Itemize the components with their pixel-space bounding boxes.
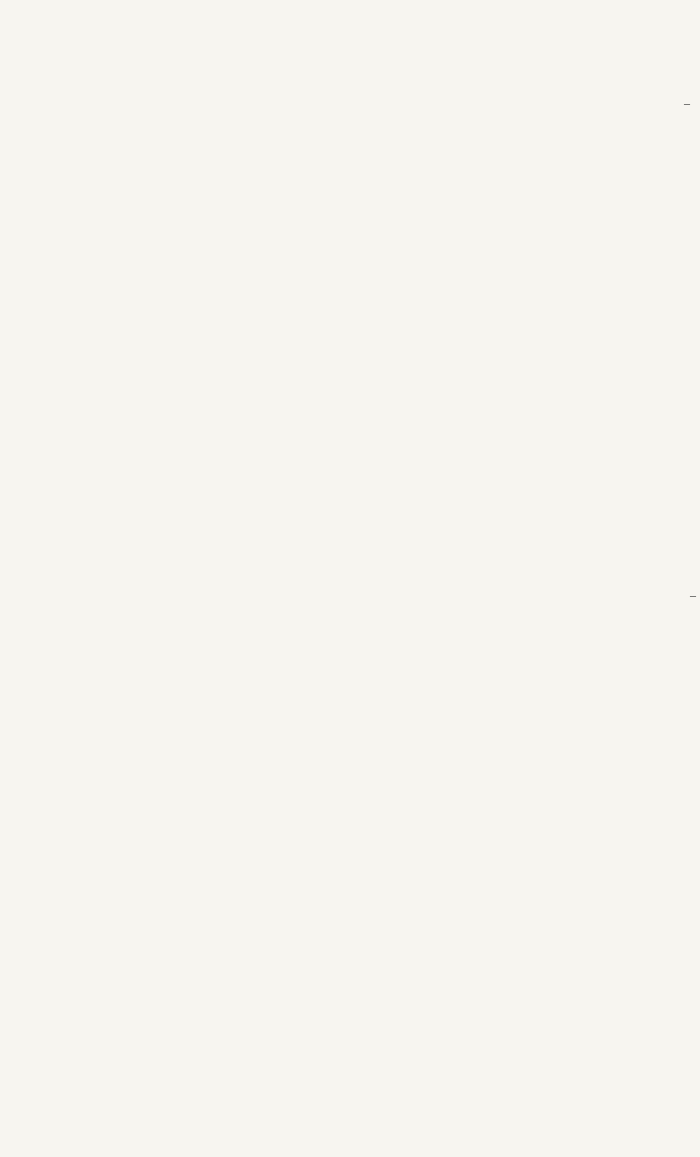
margin-mark: – (684, 96, 690, 110)
margin-mark: – (690, 588, 696, 602)
